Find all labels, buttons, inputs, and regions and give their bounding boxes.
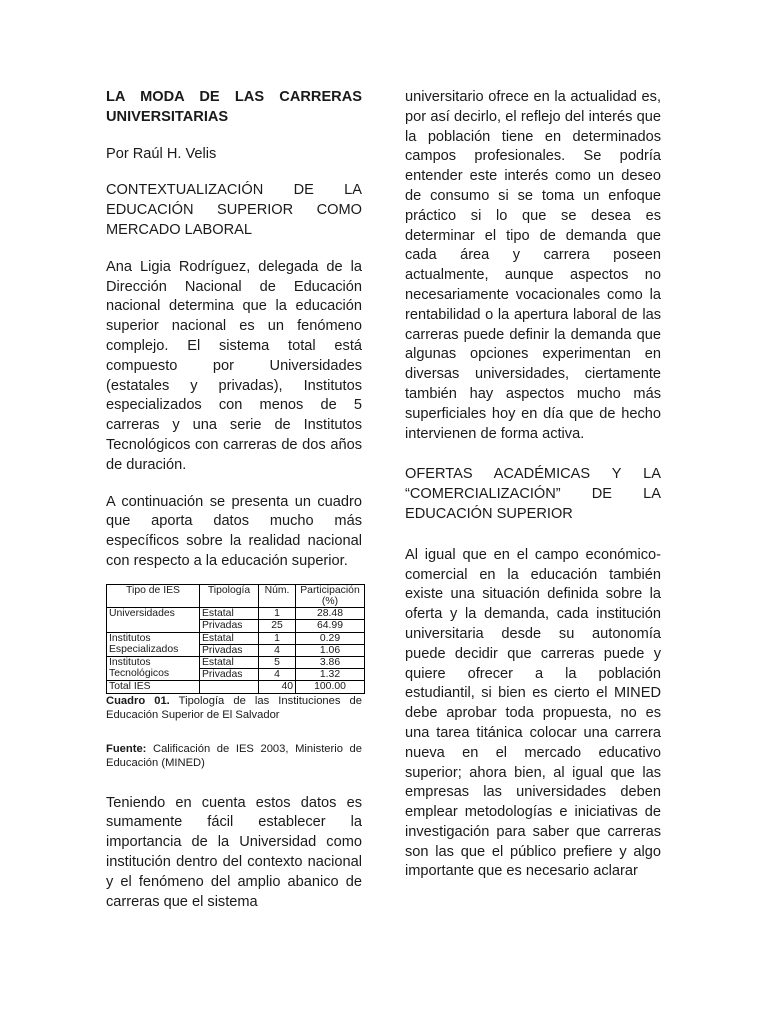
author-byline: Por Raúl H. Velis [106,145,217,162]
table-cell-pct: 3.86 [296,656,365,668]
table-cell-tipologia: Privadas [200,620,259,632]
table-cell-pct: 1.06 [296,644,365,656]
table-row [107,656,365,668]
table-row [107,632,365,644]
section-heading-ofertas: OFERTAS ACADÉMICAS Y LA “COMERCIALIZACIÓN” DE LA EDUCACIÓN SUPERIOR [405,466,661,522]
table-cell-tipo: Institutos Tecnológicos [107,656,200,680]
table-cell-tipologia: Estatal [200,608,259,620]
ies-table [106,584,365,694]
table-cell-num: 5 [259,656,296,668]
paragraph: A continuación se presenta un cuadro que aporta datos mucho más específicos sobre la realidad nacional con respecto a la educación superior. [106,493,362,569]
paragraph: Ana Ligia Rodríguez, delegada de la Dirección Nacional de Educación nacional determina que la educación superior nacional es un fenómeno complejo. El sistema total está compuesto por Universidades (estatales y privadas), Institutos especializados con menos de 5 carreras y una serie de Institutos Tecnológicos con carreras de dos años de duración. [106,258,362,473]
table-cell-num: 1 [259,608,296,620]
table-cell-empty [200,681,259,693]
paragraph: Al igual que en el campo económico-comercial en la educación también existe una situación definida sobre la oferta y la demanda, cada institución universitaria desde su autonomía puede decidir que carreras puede y quiere ofrecer a la población estudiantil, si bien es cierto el MINED debe aprobar toda propuesta, no es una tarea titánica colocar una carrera nueva en el mercado educativo superior; ahora bien, al igual que las empresas las universidades deben emplear metodologías e iniciativas de investigación para saber que carreras son las que el público prefiere y algo importante que es necesario aclarar [405,546,661,880]
table-cell-total-pct: 100.00 [296,681,365,693]
table-cell-total-label: Total IES [107,681,200,693]
table-cell-tipo: Institutos Especializados [107,632,200,656]
paragraph: universitario ofrece en la actualidad es, por así decirlo, el reflejo del interés que la población tiene en determinados campos profesionales. Se podría entender este interés como un deseo de consumo si se toma un enfoque práctico si lo que se desea es determinar el tipo de demanda que cada área y carrera poseen actualmente, aunque aspectos no necesariamente vocacionales como la rentabilidad o la apertura laboral de las carreras puede definir la demanda que algunas opciones experimentan en diversas universidades, ciertamente también hay aspectos mucho más superficiales hoy en día que de hecho intervienen de forma activa. [405,89,661,442]
table-cell-total-num: 40 [259,681,296,693]
table-cell-pct: 0.29 [296,632,365,644]
right-column [405,88,661,892]
table-cell-tipologia: Privadas [200,644,259,656]
table-cell-pct: 1.32 [296,669,365,681]
table-cell-num: 4 [259,644,296,656]
table-cell-num: 4 [259,669,296,681]
caption-text: Tipología de las Instituciones de Educación Superior de El Salvador [106,694,362,721]
article-title: LA MODA DE LAS CARRERAS UNIVERSITARIAS [106,89,362,125]
table-cell-pct: 28.48 [296,608,365,620]
table-cell-tipo: Universidades [107,608,200,632]
table-cell-tipologia: Estatal [200,632,259,644]
table-header-cell: Tipo de IES [107,584,200,607]
table-cell-num: 1 [259,632,296,644]
section-heading-contextualizacion: CONTEXTUALIZACIÓN DE LA EDUCACIÓN SUPERIOR COMO MERCADO LABORAL [106,182,362,238]
paragraph: Teniendo en cuenta estos datos es sumamente fácil establecer la importancia de la Universidad como institución dentro del contexto nacional y el fenómeno del amplio abanico de carreras que el sistema [106,794,362,910]
table-header-cell: Participación (%) [296,584,365,607]
table-caption [106,694,362,722]
table-source [106,742,362,770]
table-cell-tipologia: Privadas [200,669,259,681]
table-cell-pct: 64.99 [296,620,365,632]
left-column [106,88,362,922]
table-cell-tipologia: Estatal [200,656,259,668]
source-text: Calificación de IES 2003, Ministerio de Educación (MINED) [106,742,362,769]
table-header-cell: Núm. [259,584,296,607]
source-label: Fuente: [106,742,147,755]
table-total-row [107,681,365,693]
table-header-row [107,584,365,607]
caption-label: Cuadro 01. [106,694,170,707]
table-row [107,608,365,620]
table-cell-num: 25 [259,620,296,632]
table-header-cell: Tipología [200,584,259,607]
